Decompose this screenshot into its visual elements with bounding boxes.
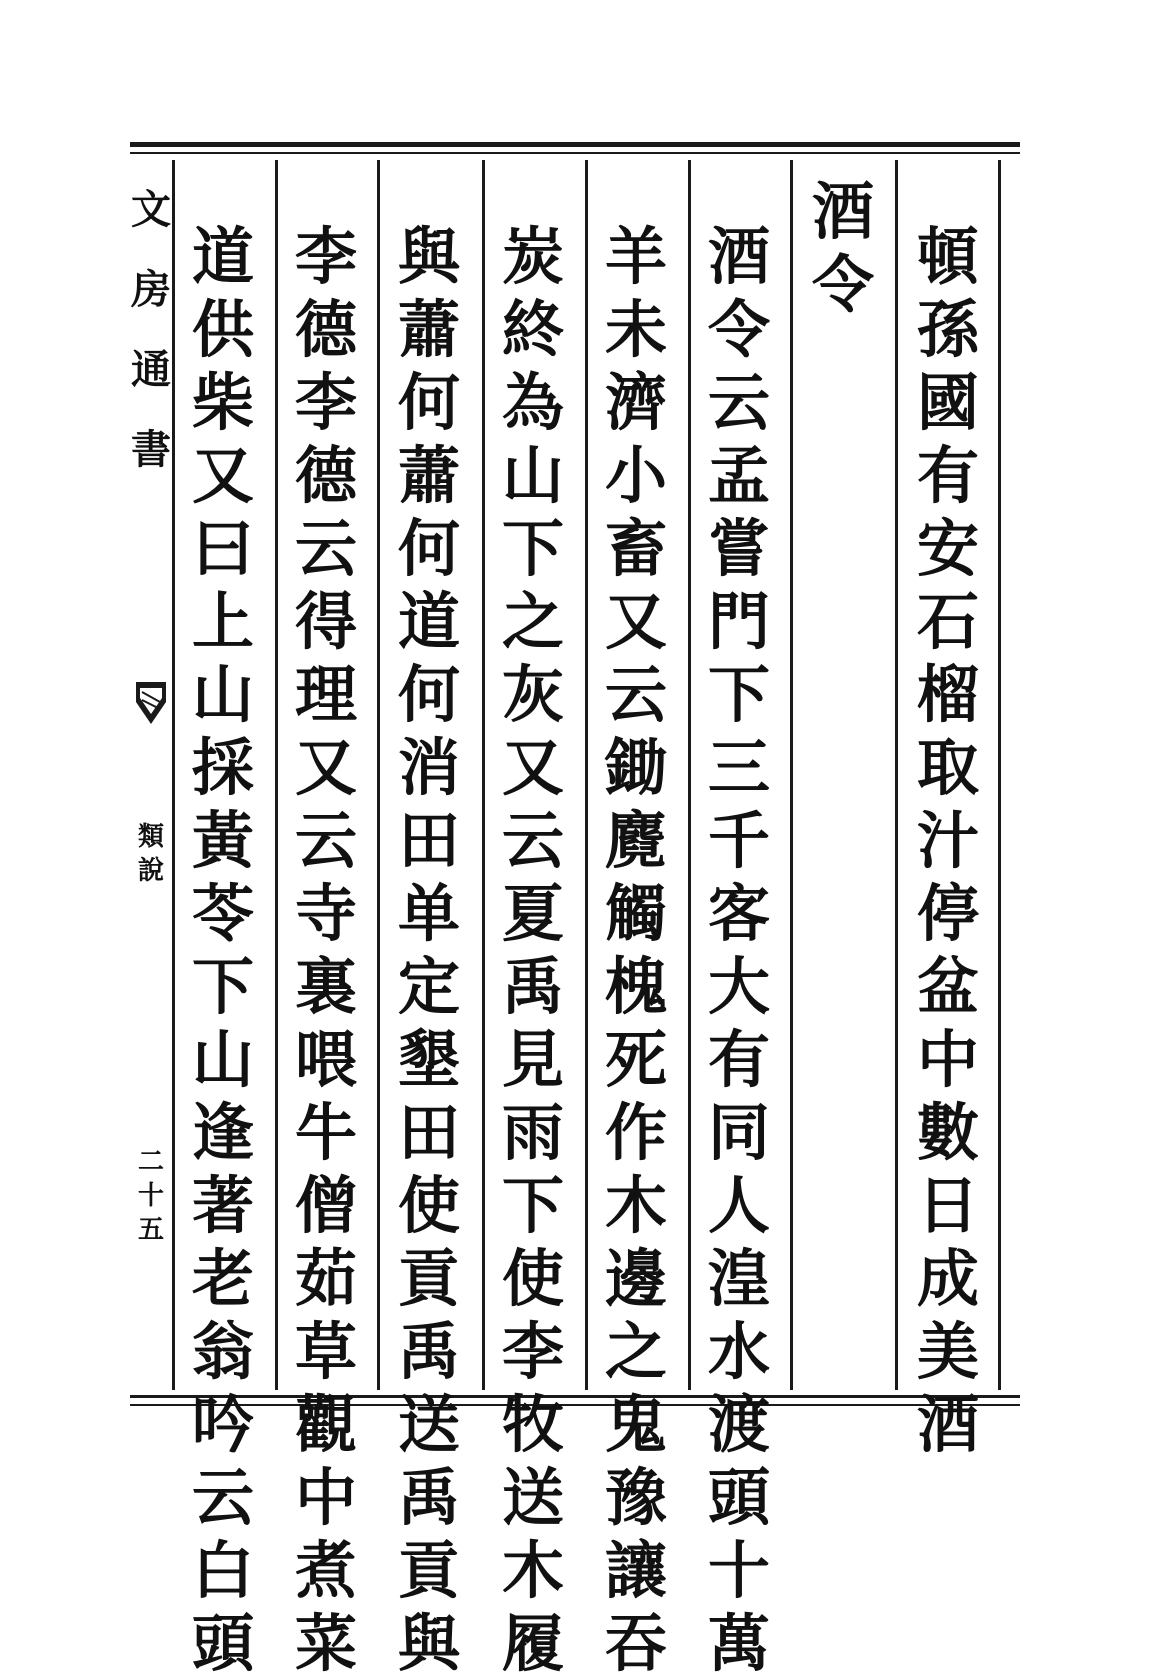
glyph: 黃 [191,804,254,877]
glyph: 下 [707,658,770,731]
column-divider [377,160,380,1390]
text-column-5 [488,220,578,1680]
glyph: 萬 [707,1607,770,1680]
glyph: 通 [131,346,171,393]
glyph: 炭 [501,220,564,293]
margin-strip [130,160,172,1390]
glyph: 鋤 [604,731,667,804]
column-divider [482,160,485,1390]
glyph: 鬼 [604,1388,667,1461]
glyph: 木 [604,1169,667,1242]
glyph: 吞 [604,1607,667,1680]
glyph: 安 [916,512,979,585]
glyph: 孟 [707,439,770,512]
glyph: 孫 [916,293,979,366]
glyph: 下 [501,512,564,585]
column-divider [790,160,793,1390]
glyph: 為 [501,366,564,439]
glyph: 何 [397,658,460,731]
glyph: 見 [501,1023,564,1096]
glyph: 木 [501,1534,564,1607]
glyph: 供 [191,293,254,366]
text-column-4 [591,220,681,1680]
glyph: 終 [501,293,564,366]
glyph: 草 [294,1315,357,1388]
glyph: 下 [501,1169,564,1242]
glyph: 吟 [191,1388,254,1461]
glyph: 理 [294,658,357,731]
glyph: 送 [501,1461,564,1534]
top-border-inner [130,152,1020,154]
glyph: 採 [191,731,254,804]
glyph: 房 [131,266,171,313]
glyph: 與 [397,1607,460,1680]
glyph: 停 [916,877,979,950]
glyph: 觸 [604,877,667,950]
glyph: 作 [604,1096,667,1169]
glyph: 夏 [501,877,564,950]
glyph: 云 [191,1461,254,1534]
glyph: 豫 [604,1461,667,1534]
text-column-3 [694,220,784,1680]
column-divider [172,160,175,1390]
glyph: 頓 [916,220,979,293]
glyph: 云 [294,804,357,877]
glyph: 日 [916,1169,979,1242]
glyph: 履 [501,1607,564,1680]
glyph: 田 [397,1096,460,1169]
section-heading [798,175,888,321]
text-column-6 [384,220,474,1680]
glyph: 翁 [191,1315,254,1388]
glyph: 送 [397,1388,460,1461]
margin-page-number [130,1145,172,1247]
glyph: 李 [294,366,357,439]
glyph: 又 [501,731,564,804]
glyph: 死 [604,1023,667,1096]
glyph: 雨 [501,1096,564,1169]
glyph: 邊 [604,1242,667,1315]
glyph: 云 [707,366,770,439]
glyph: 中 [916,1023,979,1096]
glyph: 老 [191,1242,254,1315]
glyph: 禹 [397,1461,460,1534]
glyph: 與 [397,220,460,293]
glyph: 寺 [294,877,357,950]
glyph: 得 [294,585,357,658]
glyph: 柴 [191,366,254,439]
glyph: 喂 [294,1023,357,1096]
glyph: 德 [294,439,357,512]
glyph: 之 [501,585,564,658]
glyph: 頭 [707,1461,770,1534]
glyph: 羊 [604,220,667,293]
glyph: 蕭 [397,439,460,512]
glyph: 十 [137,1181,164,1211]
glyph: 畜 [604,512,667,585]
column-divider [688,160,691,1390]
glyph: 山 [191,1023,254,1096]
glyph: 未 [604,293,667,366]
glyph: 有 [916,439,979,512]
glyph: 苓 [191,877,254,950]
glyph: 頭 [191,1607,254,1680]
glyph: 讓 [604,1534,667,1607]
glyph: 小 [604,439,667,512]
glyph: 三 [707,731,770,804]
glyph: 下 [191,950,254,1023]
glyph: 茹 [294,1242,357,1315]
glyph: 渡 [707,1388,770,1461]
text-column-1 [903,220,993,1461]
glyph: 取 [916,731,979,804]
glyph: 道 [397,585,460,658]
glyph: 德 [294,293,357,366]
glyph: 有 [707,1023,770,1096]
glyph: 又 [604,585,667,658]
glyph: 令 [811,248,874,321]
glyph: 水 [707,1315,770,1388]
glyph: 榴 [916,658,979,731]
glyph: 牧 [501,1388,564,1461]
margin-category [130,820,172,888]
glyph: 裏 [294,950,357,1023]
glyph: 曰 [191,512,254,585]
glyph: 觀 [294,1388,357,1461]
glyph: 國 [916,366,979,439]
glyph: 道 [191,220,254,293]
glyph: 著 [191,1169,254,1242]
glyph: 田 [397,804,460,877]
fishtail-mark-icon [134,680,168,726]
glyph: 又 [191,439,254,512]
glyph: 大 [707,950,770,1023]
glyph: 數 [916,1096,979,1169]
glyph: 成 [916,1242,979,1315]
glyph: 類 [137,822,164,852]
glyph: 山 [191,658,254,731]
glyph: 又 [294,731,357,804]
right-border [998,160,1001,1390]
glyph: 客 [707,877,770,950]
glyph: 酒 [707,220,770,293]
glyph: 煮 [294,1534,357,1607]
glyph: 使 [397,1169,460,1242]
glyph: 定 [397,950,460,1023]
glyph: 僧 [294,1169,357,1242]
glyph: 李 [294,220,357,293]
glyph: 麑 [604,804,667,877]
glyph: 書 [131,426,171,473]
glyph: 云 [604,658,667,731]
glyph: 蕭 [397,293,460,366]
glyph: 云 [501,804,564,877]
glyph: 湟 [707,1242,770,1315]
glyph: 李 [501,1315,564,1388]
column-divider [275,160,278,1390]
column-divider [585,160,588,1390]
glyph: 灰 [501,658,564,731]
glyph: 酒 [916,1388,979,1461]
glyph: 槐 [604,950,667,1023]
glyph: 嘗 [707,512,770,585]
glyph: 墾 [397,1023,460,1096]
top-border [130,142,1020,147]
text-column-7 [281,220,371,1680]
glyph: 单 [397,877,460,950]
glyph: 貢 [397,1242,460,1315]
glyph: 二 [137,1147,164,1177]
glyph: 美 [916,1315,979,1388]
glyph: 說 [137,856,164,886]
glyph: 牛 [294,1096,357,1169]
glyph: 石 [916,585,979,658]
glyph: 上 [191,585,254,658]
glyph: 濟 [604,366,667,439]
glyph: 令 [707,293,770,366]
glyph: 禹 [501,950,564,1023]
glyph: 何 [397,366,460,439]
glyph: 汁 [916,804,979,877]
glyph: 文 [131,186,171,233]
glyph: 千 [707,804,770,877]
glyph: 之 [604,1315,667,1388]
glyph: 五 [137,1215,164,1245]
glyph: 禹 [397,1315,460,1388]
glyph: 人 [707,1169,770,1242]
glyph: 消 [397,731,460,804]
glyph: 菜 [294,1607,357,1680]
column-divider [895,160,898,1390]
glyph: 逢 [191,1096,254,1169]
glyph: 盆 [916,950,979,1023]
glyph: 酒 [811,175,874,248]
glyph: 同 [707,1096,770,1169]
glyph: 云 [294,512,357,585]
text-column-8 [178,220,268,1680]
glyph: 貢 [397,1534,460,1607]
glyph: 何 [397,512,460,585]
glyph: 山 [501,439,564,512]
glyph: 中 [294,1461,357,1534]
glyph: 門 [707,585,770,658]
glyph: 十 [707,1534,770,1607]
glyph: 使 [501,1242,564,1315]
glyph: 白 [191,1534,254,1607]
margin-book-title [130,170,172,490]
